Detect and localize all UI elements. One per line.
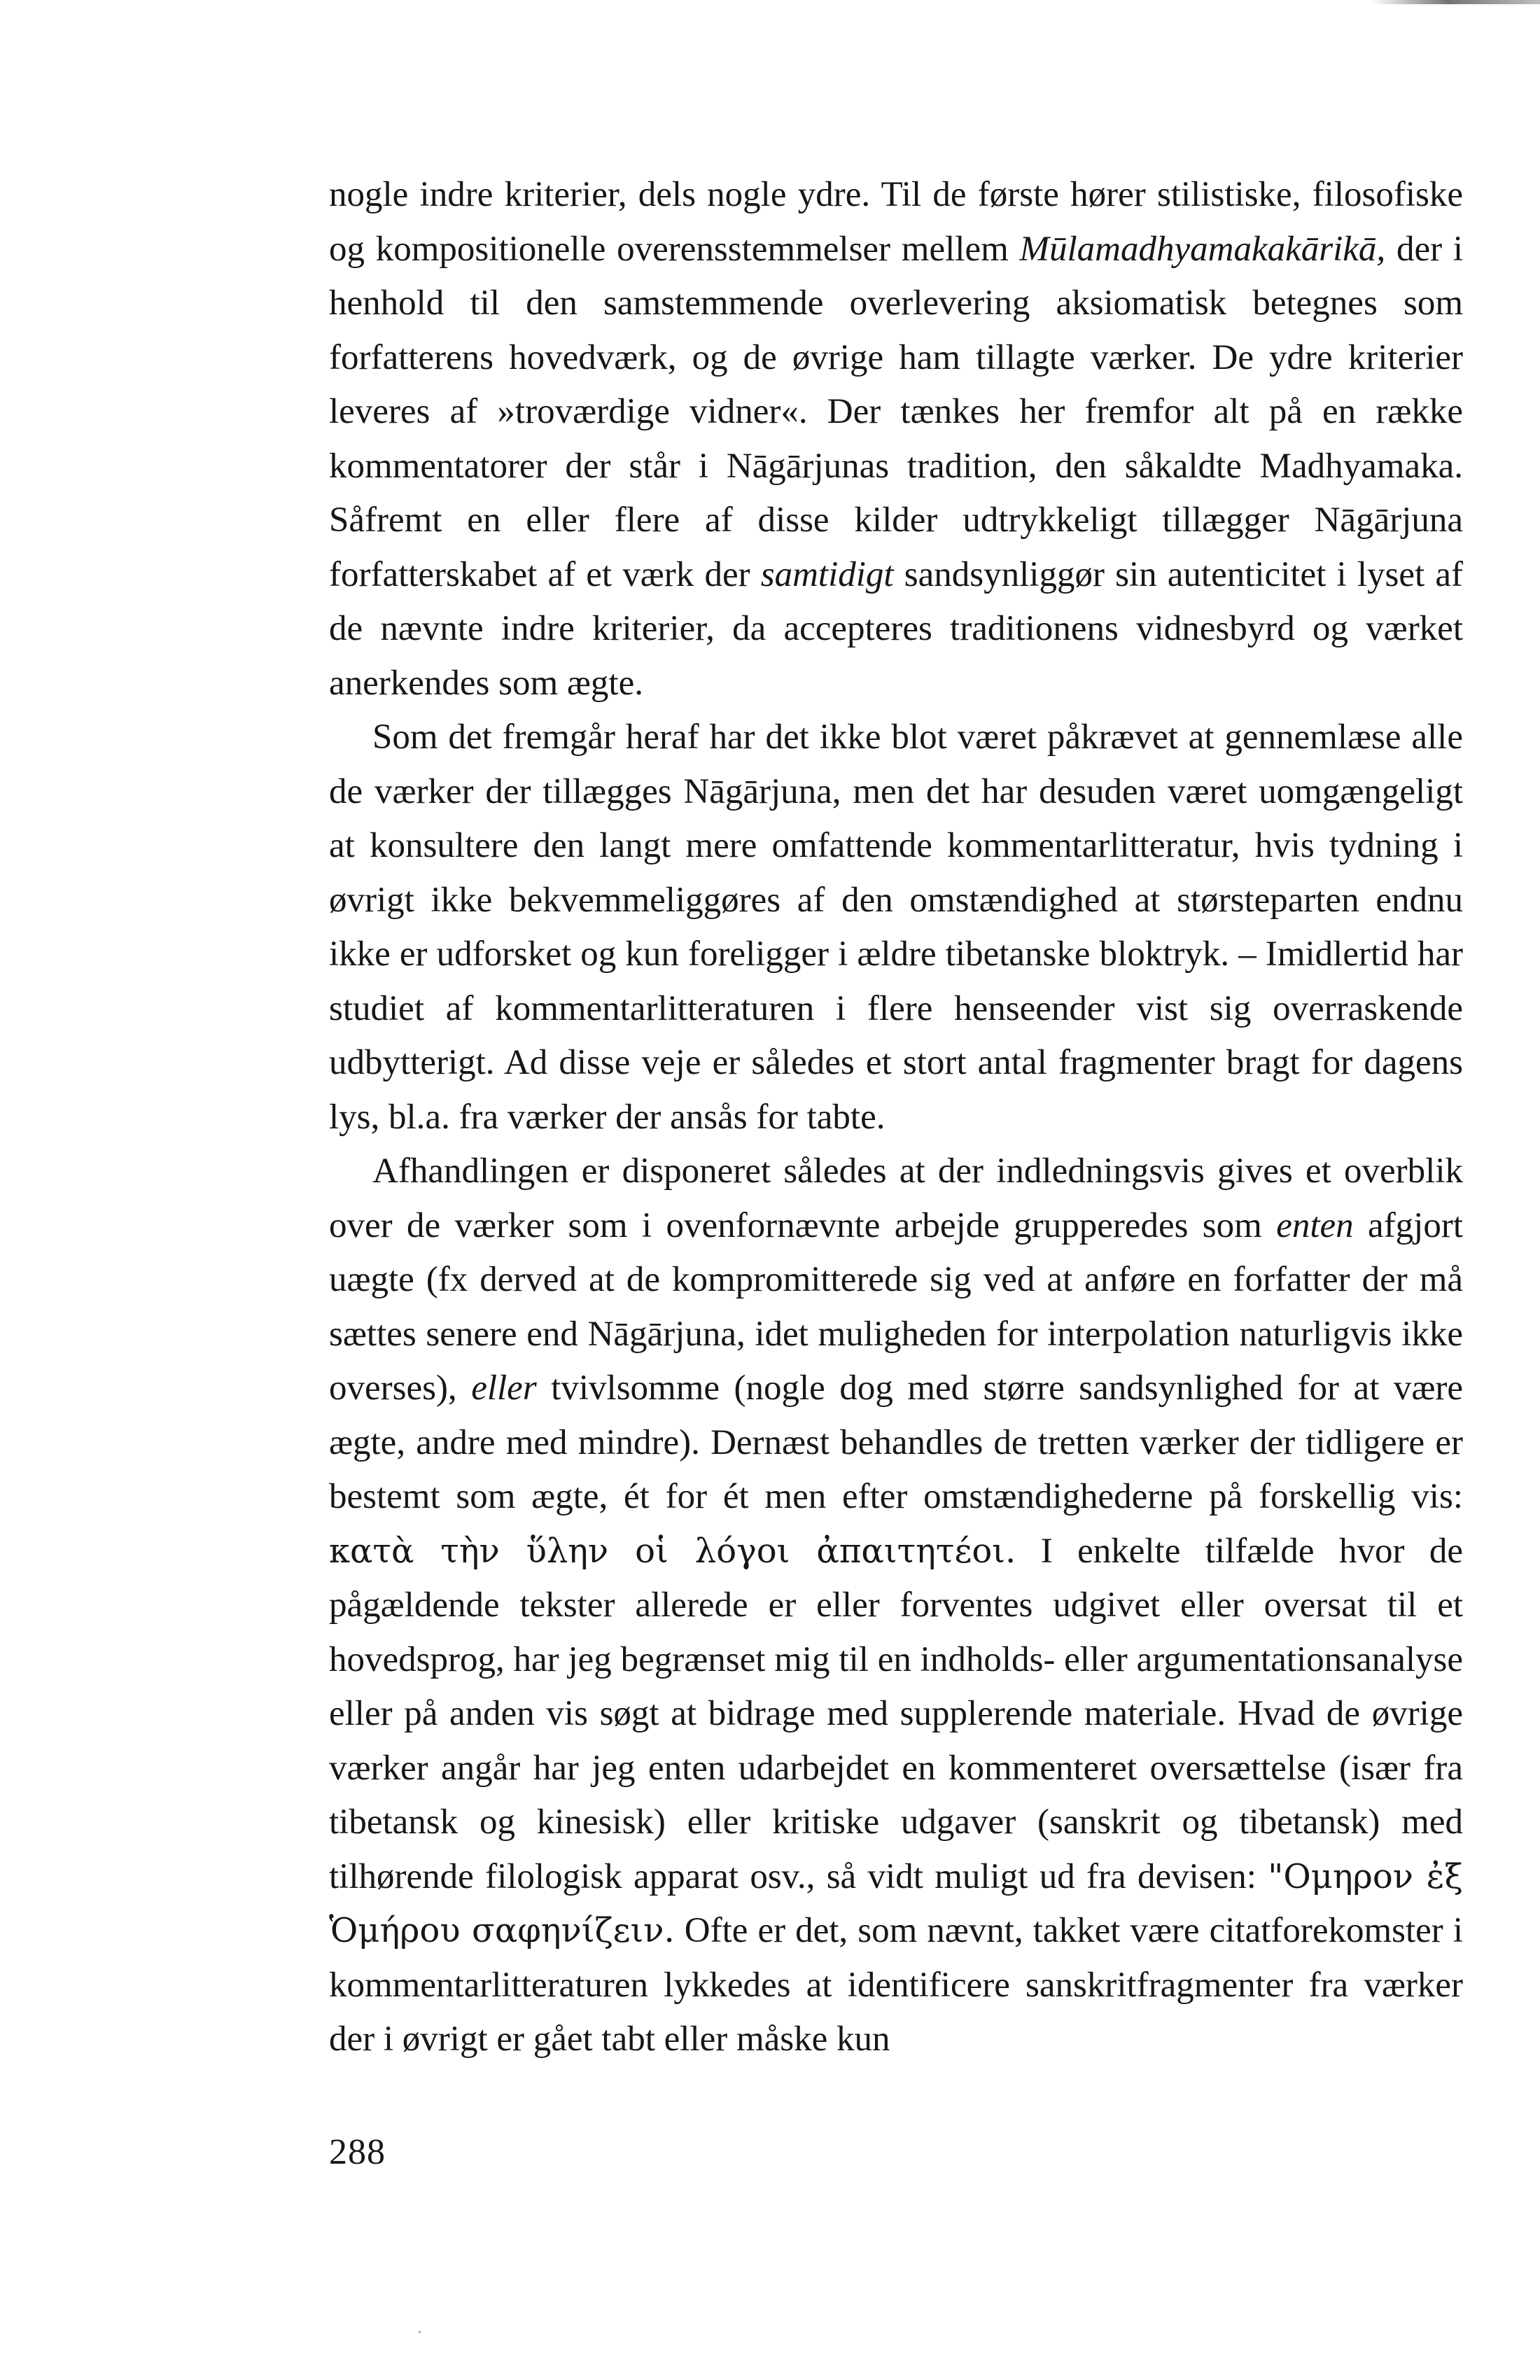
text-segment: Afhandlingen er disponeret således at der indledningsvis gives et overblik over de værker som i ovenfornævnte arbejde grupperedes som [329, 1152, 1463, 1245]
greek-quote-homeron: "Ομηρον ἐξ Ὁμήρου σαφηνίζειν. [329, 1856, 1463, 1950]
text-segment: nogle indre kriterier, dels nogle ydre. Til de første hører stilistiske, filosofiske og kompositionelle overensstemmelser mellem [329, 175, 1463, 269]
title-mulamadhyamakakarika: Mūlamadhyamakakārikā, [1019, 229, 1386, 269]
paragraph-3 [329, 1144, 1463, 2067]
text-segment: der i henhold til den samstemmende overlevering aksiomatisk betegnes som forfatterens hovedværk, og de øvrige ham tillagte værker. De ydre kriterier leveres af »troværdige vidner«. Der tænkes her fremfor alt på en række kommentatorer der står i Nāgārjunas tradition, den såkaldte Madhyamaka. Såfremt en eller flere af disse kilder udtrykkeligt tillægger Nāgārjuna forfatterskabet af et værk der [329, 229, 1463, 594]
text-segment: sandsynliggør sin autenticitet i lyset af de nævnte indre kriterier, da accepteres traditionens vidnesbyrd og værket anerkendes som ægte. [329, 554, 1463, 703]
paragraph-2 [329, 710, 1463, 1144]
emphasis-samtidigt: samtidigt [760, 554, 894, 594]
paragraph-1 [329, 168, 1463, 710]
page-number: 288 [329, 2132, 386, 2172]
scan-speck [419, 2331, 421, 2333]
text-segment: Ofte er det, som nævnt, takket være citatforekomster i kommentarlitteraturen lykkedes at identificere sanskritfragmenter fra værker der i øvrigt er gået tabt eller måske kun [329, 1911, 1463, 2059]
emphasis-enten: enten [1276, 1205, 1354, 1245]
text-segment: Som det fremgår heraf har det ikke blot været påkrævet at gennemlæse alle de værker der tillægges Nāgārjuna, men det har desuden været uomgængeligt at konsultere den langt mere omfattende kommentarlitteratur, hvis tydning i øvrigt ikke bekvemmeliggøres af den omstændighed at størsteparten endnu ikke er udforsket og kun foreligger i ældre tibetanske bloktryk. – Imidlertid har studiet af kommentarlitteraturen i flere henseender vist sig overraskende udbytterigt. Ad disse veje er således et stort antal fragmenter bragt for dagens lys, bl.a. fra værker der ansås for tabte. [329, 718, 1463, 1137]
text-segment: afgjort uægte (fx derved at de kompromitterede sig ved at anføre en forfatter der må sættes senere end Nāgārjuna, idet muligheden for interpolation naturligvis ikke overses), [329, 1205, 1463, 1408]
greek-quote-kata-ten-hylen: κατὰ τὴν ὕλην οἱ λόγοι ἀπαιτητέοι. [329, 1531, 1016, 1571]
scan-edge-mark [1372, 0, 1540, 4]
text-segment: I enkelte tilfælde hvor de pågældende tekster allerede er eller forventes udgivet eller oversat til et hovedsprog, har jeg begrænset mig til en indholds- eller argumentationsanalyse eller på anden vis søgt at bidrage med supplerende materiale. Hvad de øvrige værker angår har jeg enten udarbejdet en kommenteret oversættelse (især fra tibetansk og kinesisk) eller kritiske udgaver (sanskrit og tibetansk) med tilhørende filologisk apparat osv., så vidt muligt ud fra devisen: [329, 1531, 1463, 1896]
text-segment: tvivlsomme (nogle dog med større sandsynlighed for at være ægte, andre med mindre). Dernæst behandles de tretten værker der tidligere er bestemt som ægte, ét for ét men efter omstændighederne på forskellig vis: [329, 1368, 1464, 1516]
emphasis-eller: eller [471, 1368, 537, 1408]
body-text [329, 168, 1463, 2067]
